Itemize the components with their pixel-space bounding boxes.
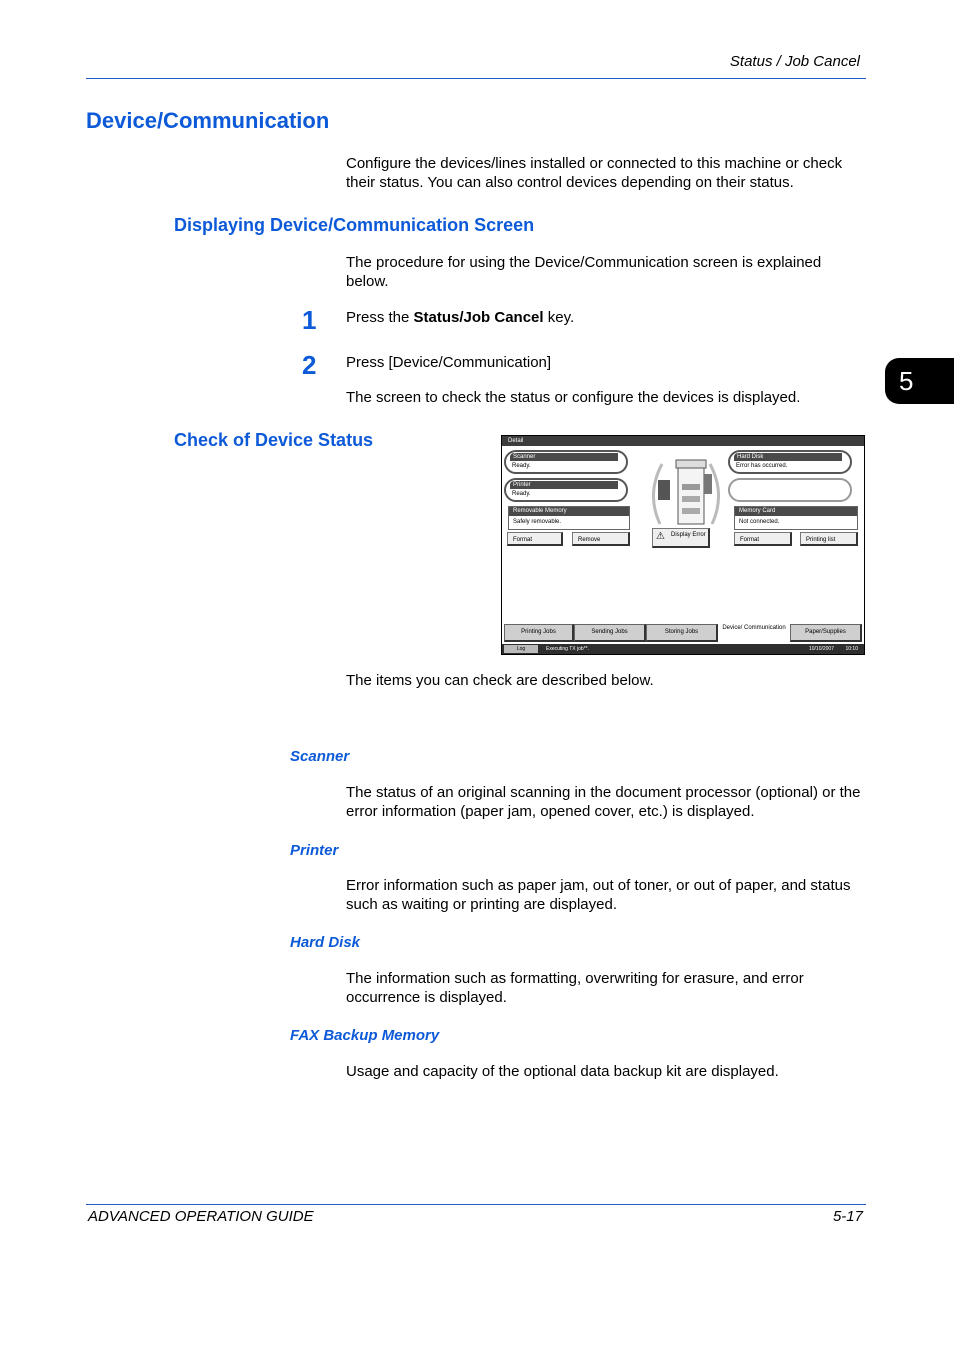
chapter-tab: 5 <box>885 358 954 404</box>
section-heading-check: Check of Device Status <box>174 430 374 450</box>
section-text-displaying: The procedure for using the Device/Communication screen is explained below. <box>346 254 822 290</box>
tab-device-communication[interactable]: Device/ Communication <box>718 624 790 642</box>
tab-printing-jobs[interactable]: Printing Jobs <box>504 624 574 642</box>
step-note-2: The screen to check the status or configure the devices is displayed. <box>346 389 801 406</box>
log-button[interactable]: Log <box>504 645 538 653</box>
step-text-1: Press the Status/Job Cancel key. <box>346 309 575 326</box>
step-number-1: 1 <box>302 305 317 335</box>
format-button-removable[interactable]: Format <box>507 532 563 546</box>
items-intro: The items you can check are described below. <box>346 672 654 689</box>
screen-title: Detail <box>502 436 864 446</box>
item-text-fax-backup: Usage and capacity of the optional data backup kit are displayed. <box>346 1063 779 1080</box>
printing-list-button[interactable]: Printing list <box>800 532 858 546</box>
header-rule <box>86 78 866 79</box>
printer-status[interactable]: Printer Ready. <box>504 478 628 502</box>
footer-guide: ADVANCED OPERATION GUIDE <box>88 1208 314 1225</box>
display-error-button[interactable]: ⚠ Display Error <box>652 528 710 548</box>
scanner-status[interactable]: Scanner Ready. <box>504 450 628 474</box>
item-heading-fax-backup: FAX Backup Memory <box>290 1027 440 1044</box>
item-text-scanner: The status of an original scanning in the document processor (optional) or the error information (paper jam, opened cover, etc.) is displayed. <box>346 784 861 820</box>
removable-memory-status: Removable Memory Safely removable. <box>508 506 630 530</box>
step-text-2: Press [Device/Communication] <box>346 354 552 371</box>
footer-rule <box>86 1204 866 1205</box>
memory-card-status: Memory Card Not connected. <box>734 506 858 530</box>
device-screen <box>501 435 865 655</box>
item-heading-hard-disk: Hard Disk <box>290 934 361 951</box>
item-text-printer: Error information such as paper jam, out of toner, or out of paper, and status such as waiting or printing are displayed. <box>346 877 851 913</box>
page-title: Device/Communication <box>86 108 330 133</box>
tab-storing-jobs[interactable]: Storing Jobs <box>646 624 718 642</box>
status-bar <box>502 644 864 654</box>
status-time: 10:10 <box>845 646 858 652</box>
key-name: Status/Job Cancel <box>413 309 544 326</box>
format-button-card[interactable]: Format <box>734 532 792 546</box>
hard-disk-status[interactable]: Hard Disk Error has occurred. <box>728 450 852 474</box>
item-heading-printer: Printer <box>290 842 339 859</box>
step-number-2: 2 <box>302 350 317 380</box>
fax-backup-status[interactable] <box>728 478 852 502</box>
item-text-hard-disk: The information such as formatting, overwriting for erasure, and error occurrence is displayed. <box>346 970 804 1006</box>
section-heading-displaying: Displaying Device/Communication Screen <box>174 215 535 235</box>
machine-icon <box>642 454 730 530</box>
warning-icon: ⚠ <box>656 531 665 542</box>
tab-sending-jobs[interactable]: Sending Jobs <box>574 624 646 642</box>
footer-page: 5-17 <box>832 1208 863 1225</box>
remove-button[interactable]: Remove <box>572 532 630 546</box>
status-date: 10/10/2007 <box>808 646 834 652</box>
intro-text: Configure the devices/lines installed or connected to this machine or check their status. You can also control devices depending on their status. <box>346 155 843 191</box>
running-header: Status / Job Cancel <box>729 53 860 70</box>
status-message: Executing TX job**. <box>546 646 589 652</box>
item-heading-scanner: Scanner <box>290 748 350 765</box>
tab-paper-supplies[interactable]: Paper/Supplies <box>790 624 862 642</box>
